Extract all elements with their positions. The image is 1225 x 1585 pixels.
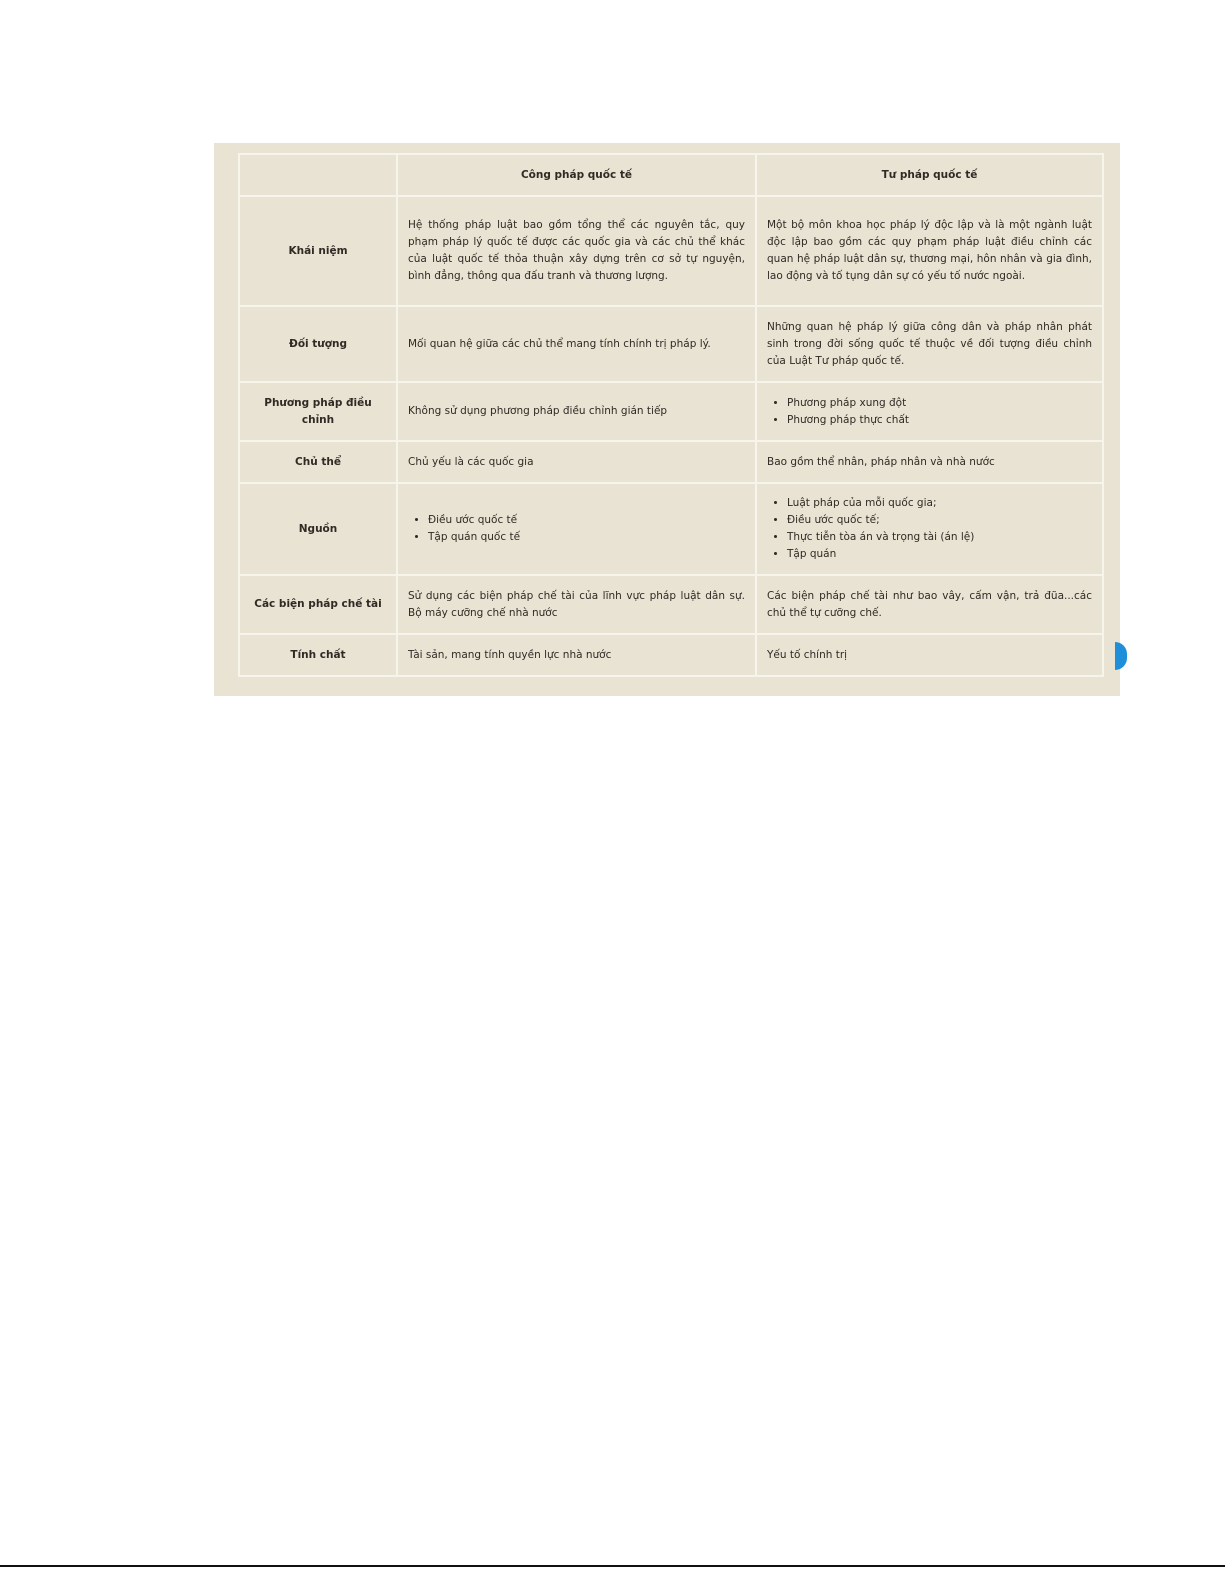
row-label: Phương pháp điều chỉnh [239,382,397,441]
table-row [239,382,1103,441]
cell-cong-phap: Mối quan hệ giữa các chủ thể mang tính chính trị pháp lý. [397,306,756,382]
header-cong-phap: Công pháp quốc tế [397,154,756,196]
list-item: • Phương pháp thực chất [787,412,1092,429]
bullet-list [767,495,1092,563]
cell-tu-phap: Yếu tố chính trị [756,634,1103,676]
cell-cong-phap: Hệ thống pháp luật bao gồm tổng thể các nguyên tắc, quy phạm pháp lý quốc tế được các quốc gia và các chủ thể khác của luật quốc tế thỏa thuận xây dựng trên cơ sở tự nguyện, bình đẳng, thông qua đấu tranh và thương lượng. [397,196,756,306]
cell-tu-phap: Những quan hệ pháp lý giữa công dân và pháp nhân phát sinh trong đời sống quốc tế thuộc về đối tượng điều chỉnh của Luật Tư pháp quốc tế. [756,306,1103,382]
list-item: • Phương pháp xung đột [787,395,1092,412]
comparison-table-figure [214,143,1120,696]
table-row [239,634,1103,676]
comparison-table [238,153,1104,677]
page-bottom-rule [0,1565,1225,1567]
table-row [239,196,1103,306]
header-row [239,154,1103,196]
cell-cong-phap: Sử dụng các biện pháp chế tài của lĩnh vực pháp luật dân sự. Bộ máy cưỡng chế nhà nước [397,575,756,634]
row-label: Đối tượng [239,306,397,382]
list-item: • Luật pháp của mỗi quốc gia; [787,495,1092,512]
row-label: Các biện pháp chế tài [239,575,397,634]
cell-tu-phap: Một bộ môn khoa học pháp lý độc lập và là một ngành luật độc lập bao gồm các quy phạm pháp luật điều chỉnh các quan hệ pháp luật dân sự, thương mại, hôn nhân và gia đình, lao động và tố tụng dân sự có yếu tố nước ngoài. [756,196,1103,306]
header-empty-cell [239,154,397,196]
table-row [239,575,1103,634]
row-label: Khái niệm [239,196,397,306]
list-item: • Tập quán [787,546,1092,563]
table-row [239,441,1103,483]
list-item: • Điều ước quốc tế; [787,512,1092,529]
cell-cong-phap-list [397,483,756,575]
cell-cong-phap: Tài sản, mang tính quyền lực nhà nước [397,634,756,676]
cell-tu-phap: Bao gồm thể nhân, pháp nhân và nhà nước [756,441,1103,483]
row-label: Tính chất [239,634,397,676]
table-row [239,483,1103,575]
scroll-indicator [1115,642,1127,670]
cell-cong-phap: Không sử dụng phương pháp điều chỉnh gián tiếp [397,382,756,441]
list-item: • Điều ước quốc tế [428,512,745,529]
list-item: • Tập quán quốc tế [428,529,745,546]
list-item: • Thực tiễn tòa án và trọng tài (án lệ) [787,529,1092,546]
row-label: Chủ thể [239,441,397,483]
cell-tu-phap-list [756,483,1103,575]
cell-tu-phap-list [756,382,1103,441]
header-tu-phap: Tư pháp quốc tế [756,154,1103,196]
table-row [239,306,1103,382]
bullet-list [408,512,745,546]
cell-tu-phap: Các biện pháp chế tài như bao vây, cấm vận, trả đũa...các chủ thể tự cưỡng chế. [756,575,1103,634]
bullet-list [767,395,1092,429]
row-label: Nguồn [239,483,397,575]
cell-cong-phap: Chủ yếu là các quốc gia [397,441,756,483]
